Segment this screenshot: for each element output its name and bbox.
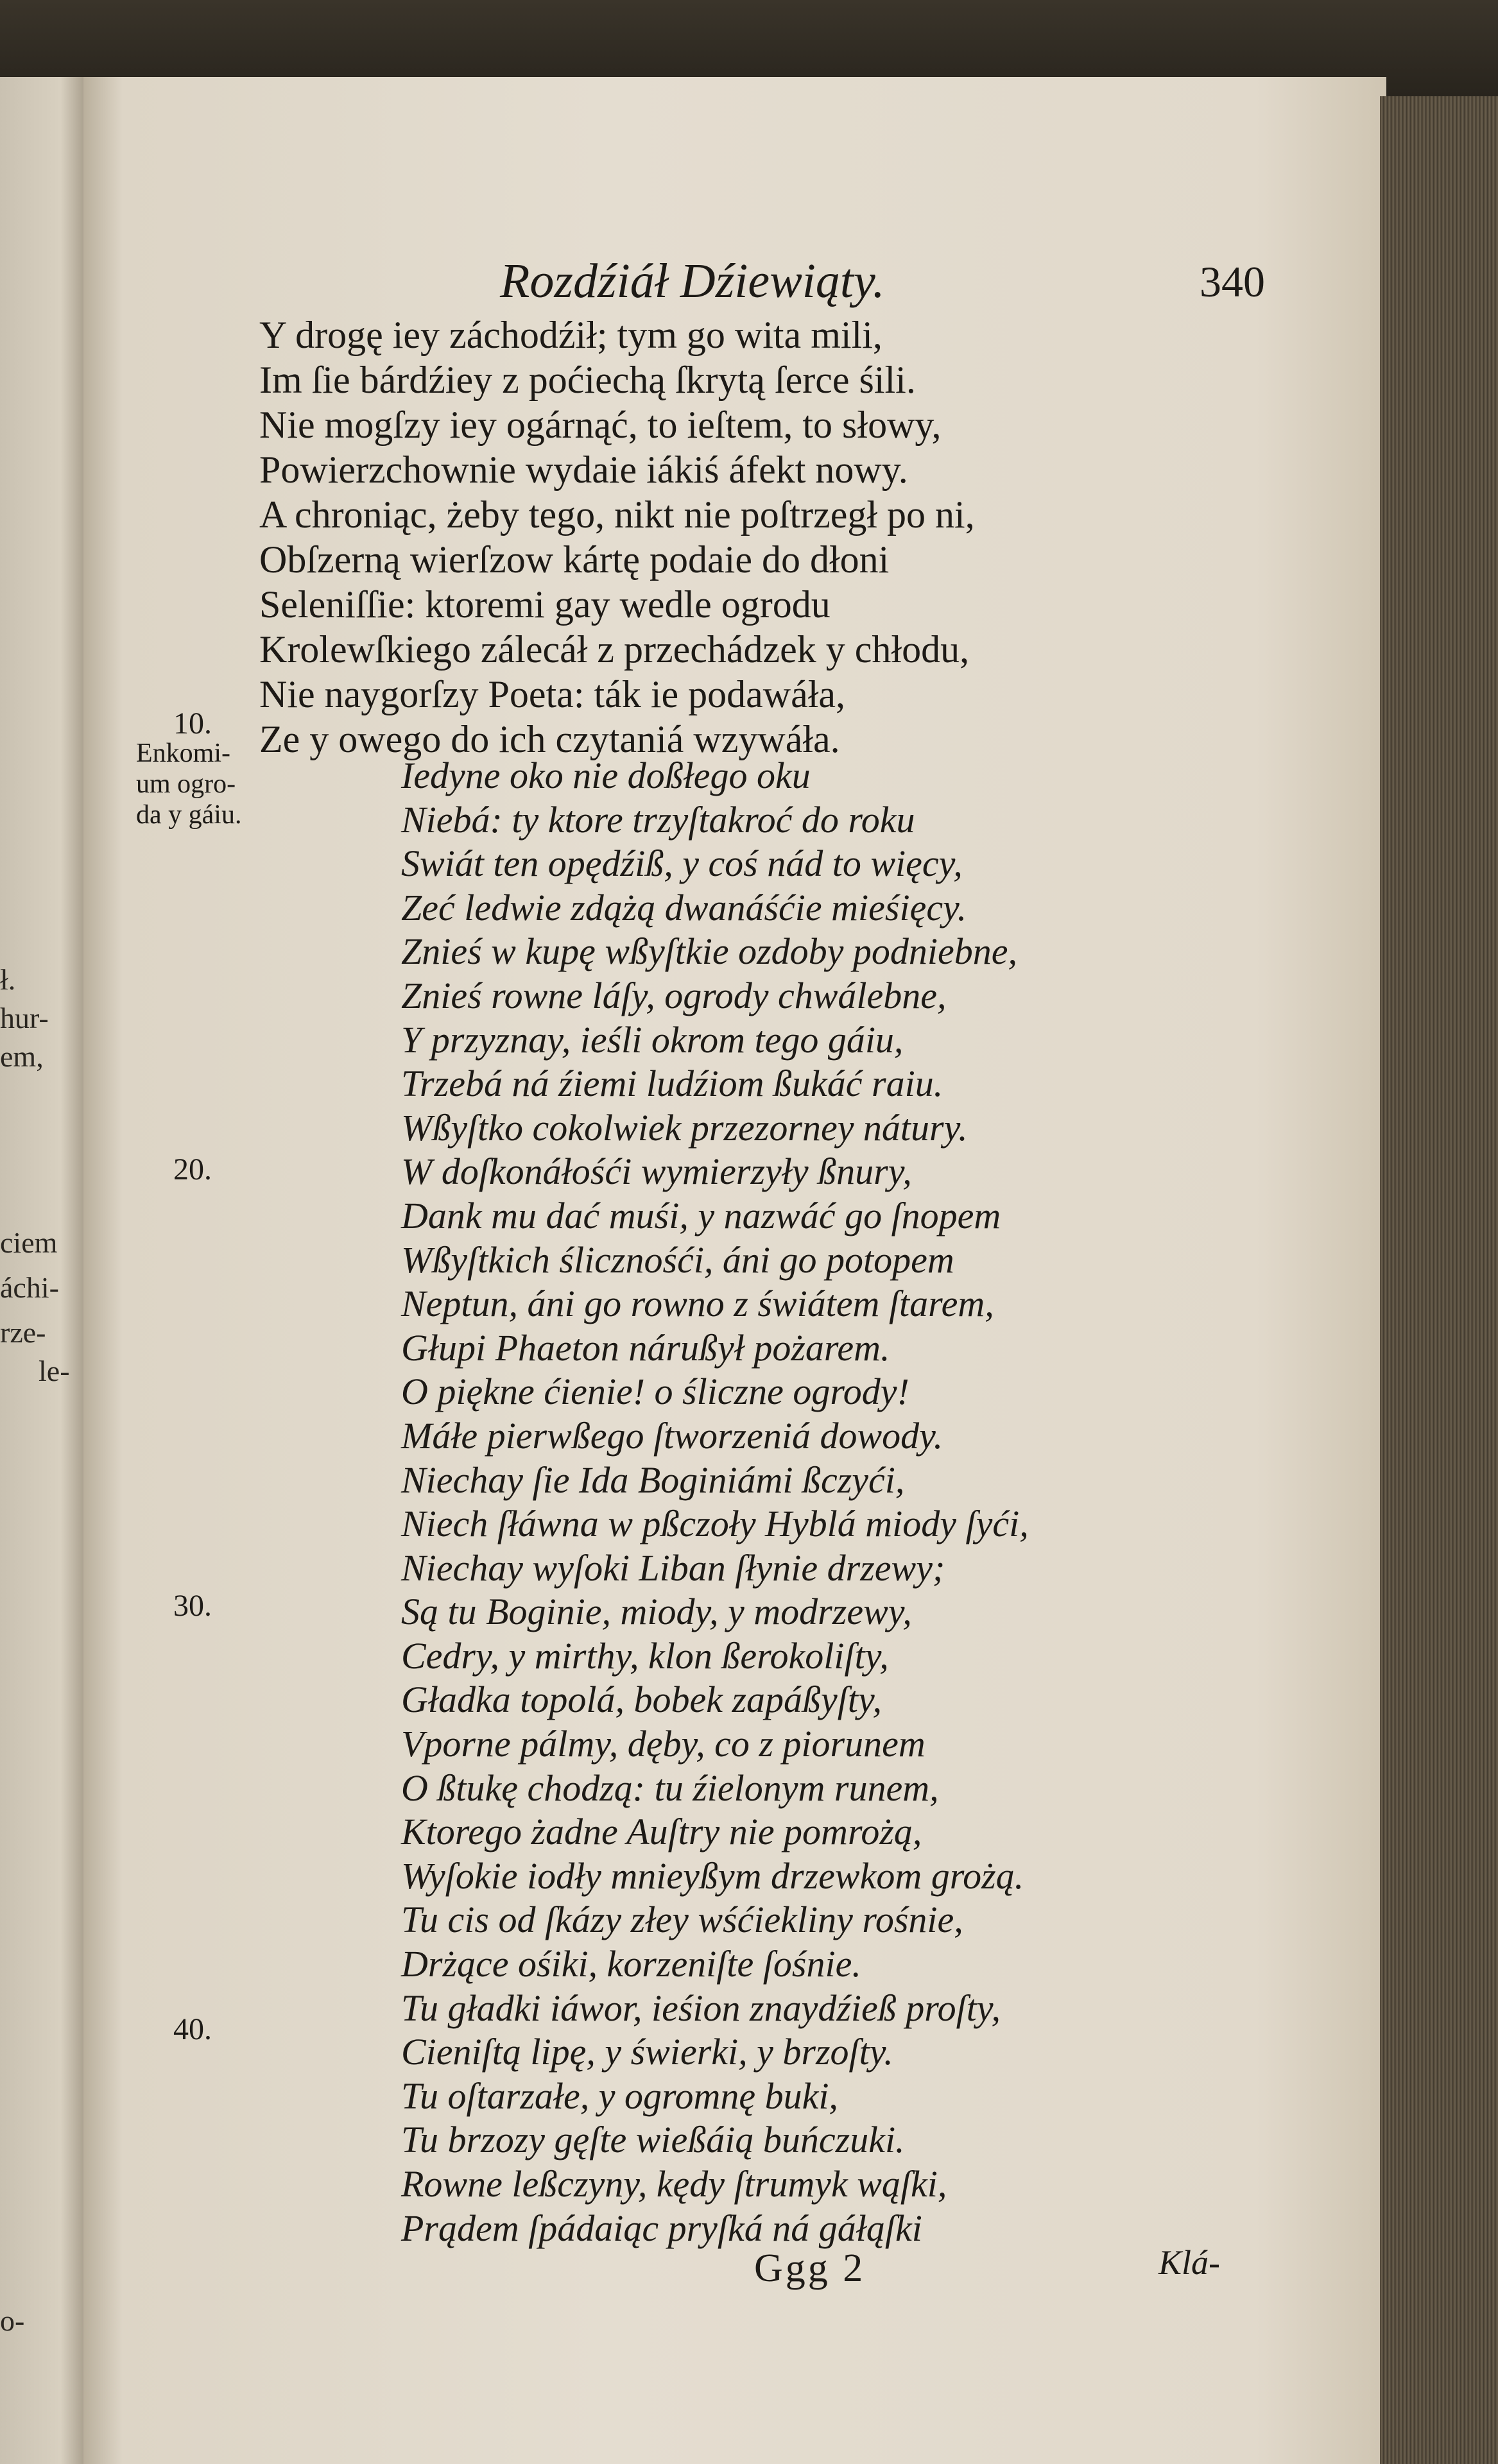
verse-line: Dank mu dać muśi, y nazwáć go ſnopem	[401, 1194, 1001, 1236]
chapter-heading: Rozdźiáł Dźiewiąty.	[500, 254, 885, 308]
verse-line: A chroniąc, żeby tego, nikt nie poſtrzegł po ni,	[259, 493, 975, 536]
verse-line: Rowne leßczyny, kędy ſtrumyk wąſki,	[401, 2163, 947, 2205]
line-number: 30.	[173, 1589, 212, 1623]
verse-line: Głupi Phaeton nárußył pożarem.	[401, 1326, 890, 1369]
verse-line: Niechay ſie Ida Boginiámi ßczyći,	[401, 1459, 905, 1501]
verse-line: Wßyſtko cokolwiek przezorney nátury.	[401, 1106, 968, 1149]
verse-line: Im ſie bárdźiey z poćiechą ſkrytą ſerce śili.	[259, 359, 916, 401]
left-page-fragment: ciem	[0, 1226, 58, 1259]
verse-line: Ze y owego do ich czytaniá wzywáła.	[259, 718, 840, 760]
line-number: 20.	[173, 1152, 212, 1186]
page-edges	[1380, 96, 1498, 2464]
verse-line: Nie naygorſzy Poeta: ták ie podawáła,	[259, 673, 846, 715]
line-number: 10.	[173, 706, 212, 740]
verse-line: Iedyne oko nie doßłego oku	[401, 755, 811, 796]
roman-verse-block	[259, 312, 975, 762]
verse-line: O ßtukę chodzą: tu źielonym runem,	[401, 1767, 939, 1809]
verse-line: Niebá: ty ktore trzyſtakroć do roku	[401, 798, 915, 841]
left-page-fragment: rze-	[0, 1316, 46, 1349]
margin-note-line: da y gáiu.	[136, 800, 242, 830]
verse-line: Nie mogſzy iey ogárnąć, to ieſtem, to słowy,	[259, 404, 942, 446]
page-number: 340	[1200, 257, 1265, 306]
verse-line: Tu brzozy gęſte wießáią buńczuki.	[401, 2119, 905, 2161]
verse-line: Znieś rowne láſy, ogrody chwálebne,	[401, 974, 947, 1016]
verse-line: Zeć ledwie zdążą dwanáśćie mieśięcy.	[401, 886, 967, 928]
verse-line: Niech ſłáwna w pßczoły Hyblá miody ſyći,	[401, 1503, 1029, 1545]
verse-line: Y przyznay, ieśli okrom tego gáiu,	[401, 1018, 904, 1061]
left-page-fragment: áchi-	[0, 1271, 59, 1304]
verse-line: Trzebá ná źiemi ludźiom ßukáć raiu.	[401, 1063, 943, 1105]
line-number: 40.	[173, 2012, 212, 2046]
verse-line: Y drogę iey záchodźił; tym go wita mili,	[259, 314, 882, 356]
margin-note	[136, 738, 241, 830]
verse-line: W doſkonáłośći wymierzyły ßnury,	[401, 1151, 912, 1193]
margin-note-line: Enkomi-	[136, 739, 230, 768]
verse-line: Ktorego żadne Auſtry nie pomrożą,	[401, 1811, 922, 1853]
signature-mark: Ggg 2	[754, 2246, 866, 2290]
verse-line: Drżące ośiki, korzeniſte ſośnie.	[401, 1943, 861, 1985]
verse-line: O piękne ćienie! o śliczne ogrody!	[401, 1371, 909, 1413]
left-page-edge	[0, 77, 87, 2464]
catchword: Klá-	[1158, 2243, 1221, 2282]
verse-line: Są tu Boginie, miody, y modrzewy,	[401, 1591, 912, 1633]
verse-line: Powierzchownie wydaie iákiś áfekt nowy.	[259, 449, 908, 491]
verse-line: Cieniſtą lipę, y świerki, y brzoſty.	[401, 2031, 893, 2073]
verse-line: Znieś w kupę wßyſtkie ozdoby podniebne,	[401, 930, 1018, 973]
verse-line: Niechay wyſoki Liban ſłynie drzewy;	[401, 1546, 945, 1589]
verse-line: Seleniſſie: ktoremi gay wedle ogrodu	[259, 583, 831, 626]
italic-verse-block	[401, 754, 1029, 2250]
verse-line: Tu gładki iáwor, ieśion znaydźieß proſty,	[401, 1987, 1001, 2029]
verse-line: Tu cis od ſkázy złey wśćiekliny rośnie,	[401, 1899, 963, 1941]
verse-line: Prądem ſpádaiąc pryſká ná gáłąſki	[401, 2207, 922, 2249]
verse-line: Tu oſtarzałe, y ogromnę buki,	[401, 2075, 838, 2117]
verse-line: Wßyſtkich ślicznośći, áni go potopem	[401, 1238, 954, 1281]
left-page-fragment: le-	[39, 1355, 70, 1387]
verse-line: Neptun, áni go rowno z świátem ſtarem,	[401, 1283, 994, 1325]
verse-line: Gładka topolá, bobek zapáßyſty,	[401, 1679, 882, 1721]
verse-line: Wyſokie iodły mnieyßym drzewkom grożą.	[401, 1854, 1024, 1897]
left-page-fragment: ł.	[0, 963, 16, 996]
margin-note-line: um ogro-	[136, 769, 236, 799]
left-page-fragment: o-	[0, 2304, 25, 2337]
verse-line: Cedry, y mirthy, klon ßerokoliſty,	[401, 1634, 889, 1677]
left-page-fragment: em,	[0, 1040, 44, 1073]
left-page-fragment: hur-	[0, 1002, 49, 1034]
verse-line: Vporne pálmy, dęby, co z piorunem	[401, 1723, 925, 1765]
verse-line: Krolewſkiego zálecáł z przechádzek y chłodu,	[259, 628, 970, 671]
verse-line: Swiát ten opędźiß, y coś nád to więcy,	[401, 843, 963, 885]
verse-line: Máłe pierwßego ſtworzeniá dowody.	[401, 1414, 943, 1457]
verse-line: Obſzerną wierſzow kártę podaie do dłoni	[259, 538, 890, 581]
